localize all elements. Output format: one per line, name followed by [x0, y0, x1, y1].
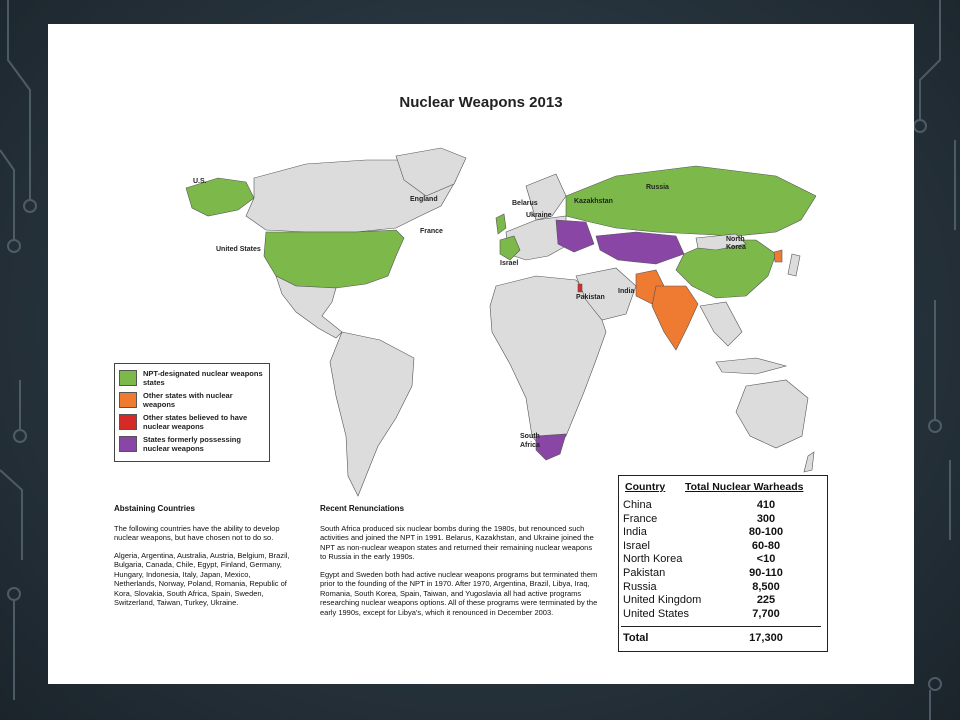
- label-israel: Israel: [500, 260, 519, 267]
- legend-label-other: Other states with nuclear weapons: [143, 391, 233, 409]
- table-cell-value: <10: [756, 553, 776, 566]
- label-england: England: [410, 196, 438, 203]
- label-us-alaska: U.S.: [193, 178, 207, 185]
- table-cell-country: United Kingdom: [623, 594, 702, 607]
- united-states-region: [264, 230, 404, 288]
- table-cell-value: 225: [756, 594, 776, 607]
- table-row: [621, 567, 825, 581]
- label-france: France: [420, 228, 443, 235]
- table-cell-country: India: [623, 526, 647, 539]
- legend-label-former: States formerly possessing nuclear weapons: [143, 435, 241, 453]
- label-kazakhstan: Kazakhstan: [574, 198, 613, 205]
- map-legend: [114, 363, 270, 462]
- abstaining-heading: Abstaining Countries: [114, 504, 195, 513]
- table-row: [621, 581, 825, 595]
- kazakhstan-region: [596, 232, 684, 264]
- warhead-table: [618, 475, 828, 652]
- table-cell-value: 7,700: [752, 607, 780, 620]
- renunciations-section: [320, 504, 600, 625]
- label-south-africa: South Africa: [520, 433, 540, 449]
- table-row: [621, 499, 825, 513]
- legend-item-npt: [119, 370, 265, 387]
- table-cell-value: 60-80: [751, 539, 781, 552]
- south-america-region: [330, 332, 414, 496]
- table-body: [621, 499, 825, 621]
- abstaining-section: [114, 504, 294, 616]
- legend-item-former: [119, 436, 265, 453]
- legend-swatch-believed: [119, 414, 137, 430]
- legend-label-believed: Other states believed to have nuclear weapons: [143, 413, 248, 431]
- table-cell-value: 80-100: [748, 526, 784, 539]
- uk-region: [496, 214, 506, 234]
- table-cell-country: Israel: [623, 539, 650, 552]
- label-united-states: United States: [216, 246, 261, 253]
- label-ukraine: Ukraine: [526, 212, 552, 219]
- table-row: [621, 608, 825, 622]
- table-total-label: Total: [623, 632, 649, 644]
- table-row: [621, 513, 825, 527]
- slide: [48, 24, 914, 684]
- india-region: [652, 286, 698, 350]
- table-row: [621, 594, 825, 608]
- label-north-korea: North Korea: [726, 236, 746, 251]
- abstaining-list: Algeria, Argentina, Australia, Austria, Belgium, Brazil, Bulgaria, Canada, Chile, Egypt, Finland, Germany, Hungary, Indonesia, Italy, Japan, Mexico, Netherlands, Norway, Poland, Romania, Republic of Kora, Slovakia, South Africa, Spain, Sweden, Switzerland, Taiwan, Turkey, Ukraine.: [114, 550, 290, 607]
- label-pakistan: Pakistan: [576, 294, 605, 301]
- australia-region: [736, 380, 808, 448]
- japan-region: [788, 254, 800, 276]
- table-cell-value: 90-110: [749, 566, 783, 579]
- legend-item-other: [119, 392, 265, 409]
- southeast-asia-region: [700, 302, 742, 346]
- renunciations-heading: Recent Renunciations: [320, 504, 405, 513]
- table-row: [621, 526, 825, 540]
- legend-swatch-former: [119, 436, 137, 452]
- table-header-total: Total Nuclear Warheads: [685, 481, 804, 493]
- table-divider: [621, 626, 821, 627]
- label-belarus: Belarus: [512, 200, 538, 207]
- legend-item-believed: [119, 414, 265, 431]
- table-cell-country: France: [623, 512, 658, 525]
- table-cell-value: 410: [756, 499, 776, 511]
- renunciations-paragraph-2: Egypt and Sweden both had active nuclear weapons programs but terminated them prior to the founding of the NPT in 1970. After 1970, Argentina, Brazil, Libya, Iraq, Romania, South Korea, Spain, Taiwan, and Yugoslavia all had active programs researching nuclear weapons options. All of these programs were terminated by the early 1990s, except for Libya's, which it renounced in December 2003.: [320, 569, 598, 617]
- table-cell-country: United States: [623, 607, 690, 620]
- abstaining-intro: The following countries have the ability to develop nuclear weapons, but have chosen not to do so.: [114, 523, 280, 542]
- table-cell-country: Pakistan: [623, 566, 666, 579]
- table-row: [621, 553, 825, 567]
- renunciations-paragraph-1: South Africa produced six nuclear bombs during the 1980s, but renounced such activities and joined the NPT in 1991. Belarus, Kazakhstan, and Ukraine joined the NPT as non-nuclear weapon states and returned their remaining nuclear weapons to Russia in the early 1990s.: [320, 523, 594, 561]
- table-cell-value: 8,500: [752, 580, 780, 593]
- israel-region: [578, 284, 582, 292]
- label-russia: Russia: [646, 184, 669, 191]
- table-cell-country: China: [623, 499, 652, 511]
- new-zealand-region: [804, 452, 814, 472]
- legend-swatch-other: [119, 392, 137, 408]
- legend-label-npt: NPT-designated nuclear weapons states: [143, 369, 263, 387]
- table-cell-value: 300: [756, 512, 776, 525]
- legend-swatch-npt: [119, 370, 137, 386]
- north-korea-region: [774, 250, 782, 262]
- label-india: India: [618, 288, 635, 295]
- table-total-row: [623, 632, 823, 644]
- indonesia-region: [716, 358, 786, 374]
- table-header-country: Country: [625, 481, 666, 493]
- table-total-value: 17,300: [749, 632, 783, 644]
- table-row: [621, 540, 825, 554]
- table-cell-country: Russia: [623, 580, 657, 593]
- table-cell-country: North Korea: [623, 553, 683, 566]
- map-title: Nuclear Weapons 2013: [399, 94, 563, 111]
